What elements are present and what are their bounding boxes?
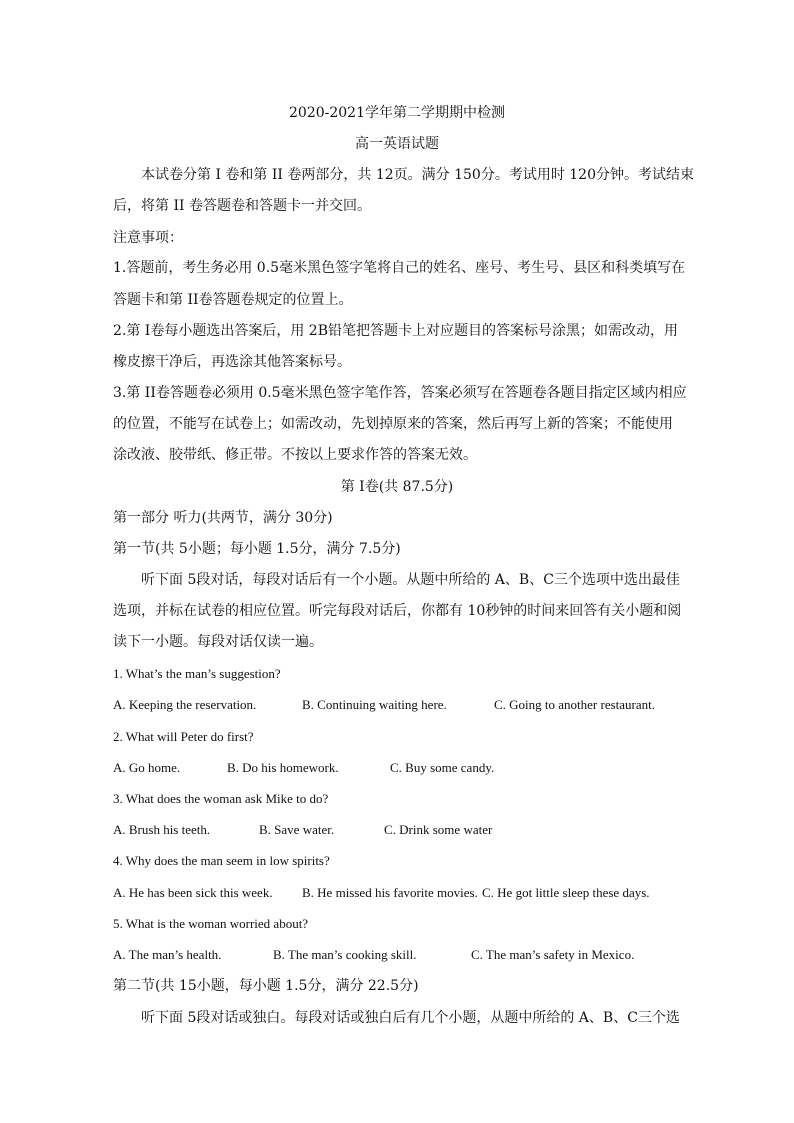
volume1-heading: 第 I卷(共 87.5分) xyxy=(340,479,454,495)
question-2-stem: 2. What will Peter do first? xyxy=(113,729,254,744)
question-5-stem: 5. What is the woman worried about? xyxy=(113,916,309,931)
option-b: B. The man’s cooking skill. xyxy=(273,947,417,962)
notes-item2-line1: 2.第 I卷每小题选出答案后，用 2B铅笔把答题卡上对应题目的答案标号涂黑；如需改动，用 xyxy=(113,323,678,339)
notes-item1-line1: 1.答题前，考生务必用 0.5毫米黑色签字笔将自己的姓名、座号、考生号、县区和科类填写在 xyxy=(113,260,686,276)
question-3-stem: 3. What does the woman ask Mike to do? xyxy=(113,791,329,806)
notes-item2-line2: 橡皮擦干净后，再选涂其他答案标号。 xyxy=(113,354,351,370)
option-a: A. Keeping the reservation. xyxy=(113,697,257,712)
option-a: A. The man’s health. xyxy=(113,947,222,962)
option-a: A. Brush his teeth. xyxy=(113,822,211,837)
option-b: B. Do his homework. xyxy=(227,760,339,775)
option-c: C. Going to another restaurant. xyxy=(494,697,656,712)
option-c: C. Drink some water xyxy=(384,822,493,837)
option-c: C. The man’s safety in Mexico. xyxy=(471,947,635,962)
intro-line-1: 本试卷分第 I 卷和第 II 卷两部分，共 12页。满分 150分。考试用时 120分钟。考试结束 xyxy=(141,167,694,183)
question-4-stem: 4. Why does the man seem in low spirits? xyxy=(113,853,330,868)
part1-heading: 第一部分 听力(共两节，满分 30分) xyxy=(113,510,333,526)
option-b: B. He missed his favorite movies. xyxy=(302,885,478,900)
exam-title: 2020-2021学年第二学期期中检测 xyxy=(289,105,505,121)
option-a: A. He has been sick this week. xyxy=(113,885,273,900)
section2-instructions-line1: 听下面 5段对话或独白。每段对话或独白后有几个小题，从题中所给的 A、B、C三个选 xyxy=(141,1010,680,1026)
question-1-stem: 1. What’s the man’s suggestion? xyxy=(113,666,281,681)
section1-heading: 第一节(共 5小题；每小题 1.5分，满分 7.5分) xyxy=(113,541,401,557)
intro-line-2: 后，将第 II 卷答题卷和答题卡一并交回。 xyxy=(113,198,371,214)
option-b: B. Continuing waiting here. xyxy=(302,697,447,712)
section1-instructions-line1: 听下面 5段对话，每段对话后有一个小题。从题中所给的 A、B、C三个选项中选出最佳 xyxy=(141,572,680,588)
section1-instructions-line3: 读下一小题。每段对话仅读一遍。 xyxy=(113,634,323,650)
option-c: C. Buy some candy. xyxy=(390,760,495,775)
notes-item3-line1: 3.第 II卷答题卷必须用 0.5毫米黑色签字笔作答，答案必须写在答题卷各题目指定区域内相应 xyxy=(113,385,687,401)
option-b: B. Save water. xyxy=(259,822,335,837)
section2-heading: 第二节(共 15小题，每小题 1.5分，满分 22.5分) xyxy=(113,978,419,994)
section1-instructions-line2: 选项，并标在试卷的相应位置。听完每段对话后，你都有 10秒钟的时间来回答有关小题和阅 xyxy=(113,603,682,619)
notes-item1-line2: 答题卡和第 II卷答题卷规定的位置上。 xyxy=(113,292,353,308)
option-a: A. Go home. xyxy=(113,760,181,775)
notes-item3-line3: 涂改液、胶带纸、修正带。不按以上要求作答的答案无效。 xyxy=(113,447,477,463)
notes-heading: 注意事项： xyxy=(113,230,183,246)
option-c: C. He got little sleep these days. xyxy=(482,885,650,900)
notes-item3-line2: 的位置，不能写在试卷上；如需改动，先划掉原来的答案，然后再写上新的答案；不能使用 xyxy=(113,416,673,432)
exam-subtitle: 高一英语试题 xyxy=(355,136,439,152)
